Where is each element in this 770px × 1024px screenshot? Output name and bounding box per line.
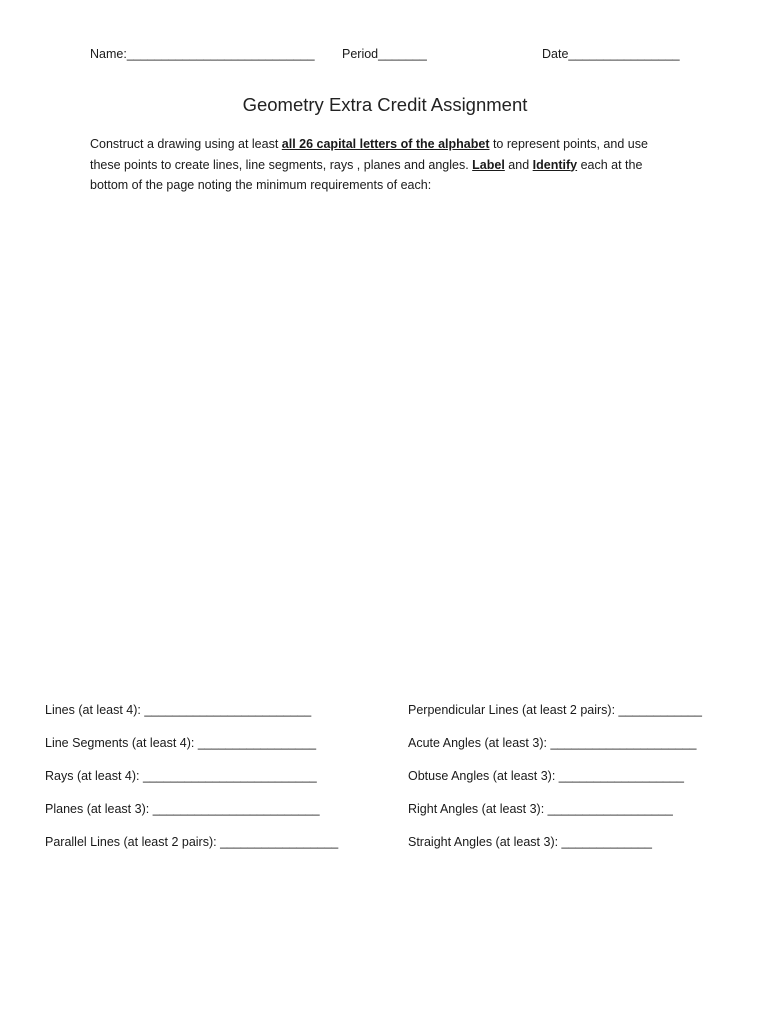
right-angles-requirement[interactable]: Right Angles (at least 3): __________________ (408, 802, 673, 816)
rays-requirement[interactable]: Rays (at least 4): _________________________ (45, 769, 317, 783)
date-field[interactable]: Date________________ (542, 47, 680, 61)
acute-angles-requirement[interactable]: Acute Angles (at least 3): _____________________ (408, 736, 697, 750)
line-segments-requirement[interactable]: Line Segments (at least 4): _________________ (45, 736, 317, 750)
drawing-area[interactable] (44, 205, 724, 685)
obtuse-angles-requirement[interactable]: Obtuse Angles (at least 3): __________________ (408, 769, 684, 783)
instructions-emphasis-identify: Identify (532, 157, 578, 172)
instructions-paragraph (90, 134, 670, 196)
lines-requirement[interactable]: Lines (at least 4): ________________________ (45, 703, 312, 717)
instructions-emphasis-alphabet: all 26 capital letters of the alphabet (281, 137, 490, 151)
instructions-text-3: and (504, 157, 533, 172)
instructions-text-2: to represent points, and use these points to create lines, line segments, rays , planes and angles. (90, 137, 648, 172)
instructions-text-4: each at the bottom of the page noting the minimum requirements of each: (90, 157, 643, 192)
header-fields (90, 47, 690, 67)
instructions-emphasis-label: Label (472, 157, 505, 172)
planes-requirement[interactable]: Planes (at least 3): ________________________ (45, 802, 320, 816)
perpendicular-lines-requirement[interactable]: Perpendicular Lines (at least 2 pairs): ____________ (408, 703, 702, 717)
parallel-lines-requirement[interactable]: Parallel Lines (at least 2 pairs): _________________ (45, 835, 339, 849)
page-title: Geometry Extra Credit Assignment (242, 94, 528, 115)
straight-angles-requirement[interactable]: Straight Angles (at least 3): _____________ (408, 835, 652, 849)
instructions-text-1: Construct a drawing using at least (90, 137, 282, 151)
name-field[interactable]: Name:___________________________ (90, 47, 315, 61)
period-field[interactable]: Period_______ (342, 47, 427, 61)
